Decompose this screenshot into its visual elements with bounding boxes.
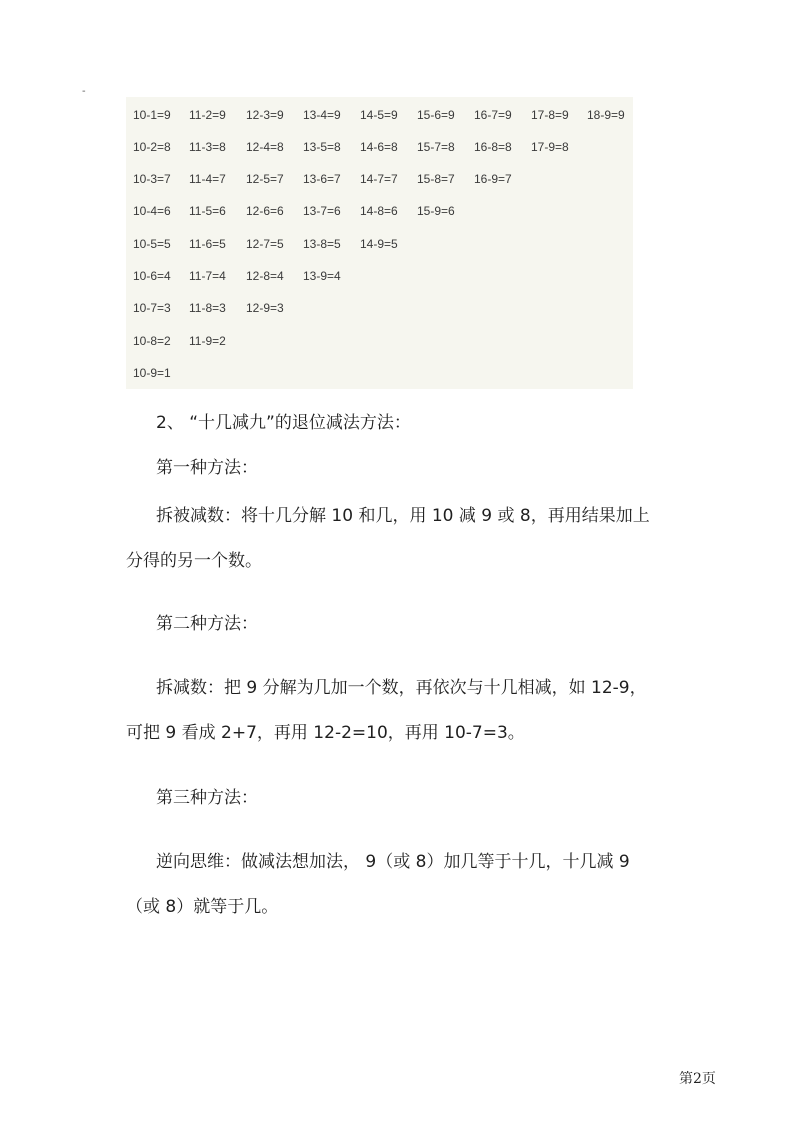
table-cell: 11-7=4 <box>189 269 226 283</box>
table-cell: 10-7=3 <box>133 301 171 315</box>
table-cell: 14-9=5 <box>360 237 398 251</box>
method3-text-line1: 逆向思维：做减法想加法， 9（或 8）加几等于十几，十几减 9 <box>156 852 630 872</box>
table-cell: 18-9=9 <box>587 108 625 122</box>
table-cell: 11-9=2 <box>189 334 226 348</box>
table-cell: 14-5=9 <box>360 108 398 122</box>
table-cell: 10-5=5 <box>133 237 171 251</box>
method2-text-line2: 可把 9 看成 2+7，再用 12-2=10，再用 10-7=3。 <box>126 723 525 743</box>
table-cell: 10-1=9 <box>133 108 171 122</box>
method1-text-line2: 分得的另一个数。 <box>126 551 262 571</box>
table-cell: 17-8=9 <box>531 108 569 122</box>
table-cell: 15-9=6 <box>417 204 455 218</box>
table-cell: 12-9=3 <box>246 301 284 315</box>
table-cell: 10-8=2 <box>133 334 171 348</box>
table-cell: 11-3=8 <box>189 140 226 154</box>
table-cell: 13-6=7 <box>303 172 341 186</box>
table-cell: 10-2=8 <box>133 140 171 154</box>
table-cell: 10-3=7 <box>133 172 171 186</box>
table-cell: 12-8=4 <box>246 269 284 283</box>
table-cell: 13-5=8 <box>303 140 341 154</box>
table-cell: 12-5=7 <box>246 172 284 186</box>
table-cell: 10-4=6 <box>133 204 171 218</box>
method2-title: 第二种方法： <box>156 614 258 634</box>
table-cell: 15-7=8 <box>417 140 455 154</box>
table-cell: 13-8=5 <box>303 237 341 251</box>
method1-text-line1: 拆被减数：将十几分解 10 和几，用 10 减 9 或 8，再用结果加上 <box>156 506 650 526</box>
table-cell: 12-7=5 <box>246 237 284 251</box>
method1-title: 第一种方法： <box>156 458 258 478</box>
table-cell: 16-9=7 <box>474 172 512 186</box>
table-cell: 16-8=8 <box>474 140 512 154</box>
table-cell: 15-8=7 <box>417 172 455 186</box>
table-cell: 11-8=3 <box>189 301 226 315</box>
table-cell: 11-4=7 <box>189 172 226 186</box>
table-cell: 14-7=7 <box>360 172 398 186</box>
table-cell: 17-9=8 <box>531 140 569 154</box>
table-cell: 11-6=5 <box>189 237 226 251</box>
table-cell: 12-6=6 <box>246 204 284 218</box>
table-cell: 15-6=9 <box>417 108 455 122</box>
table-cell: 14-8=6 <box>360 204 398 218</box>
table-cell: 11-5=6 <box>189 204 226 218</box>
table-cell: 12-4=8 <box>246 140 284 154</box>
method2-text-line1: 拆减数：把 9 分解为几加一个数，再依次与十几相减，如 12-9， <box>156 678 647 698</box>
table-cell: 13-9=4 <box>303 269 341 283</box>
table-cell: 13-4=9 <box>303 108 341 122</box>
method3-title: 第三种方法： <box>156 788 258 808</box>
table-cell: 13-7=6 <box>303 204 341 218</box>
table-cell: 10-6=4 <box>133 269 171 283</box>
method3-text-line2: （或 8）就等于几。 <box>126 897 279 917</box>
subtraction-table <box>126 97 633 389</box>
table-cell: 11-2=9 <box>189 108 226 122</box>
table-cell: 14-6=8 <box>360 140 398 154</box>
table-cell: 16-7=9 <box>474 108 512 122</box>
page-number: 第2页 <box>679 1071 716 1087</box>
section-heading: 2、 “十几减九”的退位减法方法： <box>156 413 411 433</box>
corner-mark: - <box>82 86 86 97</box>
table-cell: 10-9=1 <box>133 366 171 380</box>
table-cell: 12-3=9 <box>246 108 284 122</box>
